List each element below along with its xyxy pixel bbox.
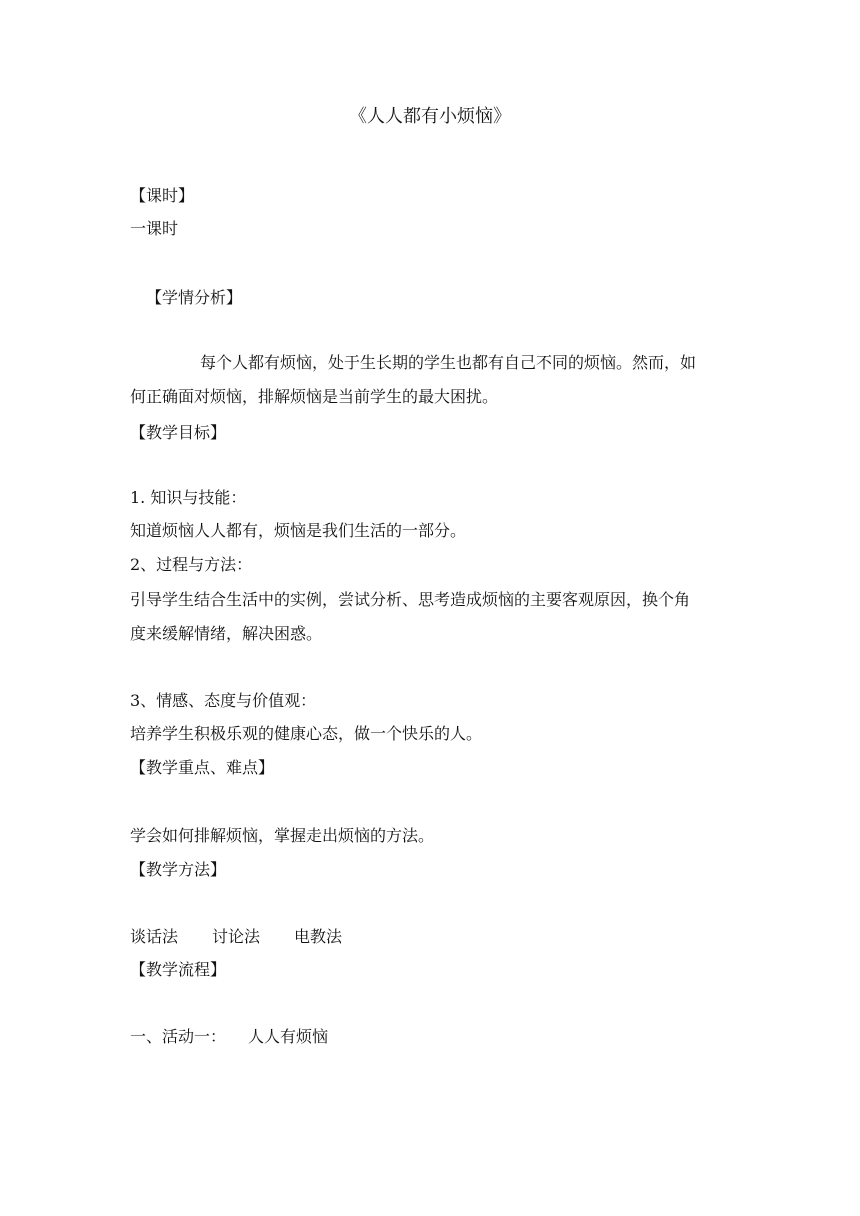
goal2-title: 2、过程与方法： [130,555,253,574]
goal2-text-line-1: 引导学生结合生活中的实例，尝试分析、思考造成烦恼的主要客观原因，换个角 [130,590,691,609]
document-title: 《人人都有小烦恼》 [349,106,511,127]
heading-goals: 【教学目标】 [130,423,227,442]
heading-period: 【课时】 [130,186,195,205]
goal2-text-line-2: 度来缓解情绪，解决困惑。 [130,624,323,643]
activity-label: 一、活动一： [130,1027,227,1046]
key-points-text: 学会如何排解烦恼，掌握走出烦恼的方法。 [130,826,435,845]
heading-methods: 【教学方法】 [130,860,227,879]
goal3-text: 培养学生积极乐观的健康心态，做一个快乐的人。 [130,724,483,743]
method-item: 电教法 [294,927,343,946]
goal1-title: 1. 知识与技能： [130,488,247,507]
method-item: 谈话法 [130,927,179,946]
heading-key-points: 【教学重点、难点】 [130,758,275,777]
goal3-title: 3、情感、态度与价值观： [130,691,317,710]
methods-list [130,927,342,947]
method-item: 讨论法 [212,927,261,946]
period-text: 一课时 [130,219,179,238]
analysis-line-1: 每个人都有烦恼，处于生长期的学生也都有自己不同的烦恼。然而，如 [200,353,697,372]
heading-flow: 【教学流程】 [130,960,227,979]
activity-one [130,1027,328,1047]
heading-analysis: 【学情分析】 [146,288,243,307]
analysis-line-2: 何正确面对烦恼，排解烦恼是当前学生的最大困扰。 [130,387,499,406]
activity-name: 人人有烦恼 [248,1027,329,1046]
goal1-text: 知道烦恼人人都有，烦恼是我们生活的一部分。 [130,521,467,540]
